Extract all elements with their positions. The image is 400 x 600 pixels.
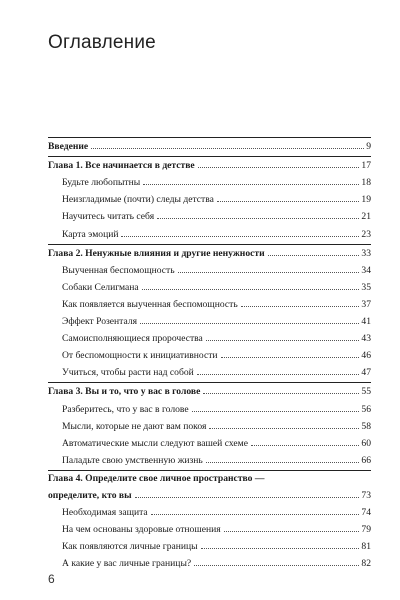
toc-section[interactable] (48, 452, 371, 469)
toc-entry-title: А какие у вас личные границы? (62, 558, 192, 570)
dot-leader (241, 306, 360, 307)
toc-section[interactable] (48, 435, 371, 452)
toc-entry-title: определите, кто вы (48, 489, 132, 501)
dot-leader (209, 428, 359, 429)
dot-leader (157, 218, 359, 219)
toc-entry-title: Паладьте свою умственную жизнь (62, 454, 203, 466)
toc-entry-title: Глава 1. Все начинается в детстве (48, 160, 195, 172)
toc-section[interactable] (48, 555, 371, 572)
toc-chapter[interactable] (48, 138, 371, 155)
toc-page-number: 66 (361, 454, 371, 466)
toc-section[interactable] (48, 418, 371, 435)
toc-page-number: 79 (361, 524, 371, 536)
toc-page-number: 41 (361, 316, 371, 328)
toc-section[interactable] (48, 174, 371, 191)
dot-leader (192, 411, 360, 412)
toc-page-number: 19 (361, 194, 371, 206)
dot-leader (201, 548, 360, 549)
dot-leader (178, 272, 360, 273)
dot-leader (135, 497, 360, 498)
toc-page-number: 46 (361, 350, 371, 362)
toc-section[interactable] (48, 330, 371, 347)
toc-entry-title: На чем основаны здоровые отношения (62, 524, 221, 536)
toc-page-number: 21 (361, 211, 371, 223)
toc-page-number: 82 (361, 558, 371, 570)
table-of-contents (48, 136, 371, 572)
toc-entry-title: Глава 3. Вы и то, что у вас в голове (48, 386, 201, 398)
toc-section[interactable] (48, 279, 371, 296)
toc-chapter[interactable] (48, 245, 371, 262)
toc-entry-title: Эффект Розенталя (62, 316, 138, 328)
toc-page-number: 74 (361, 506, 371, 518)
toc-section[interactable] (48, 400, 371, 417)
toc-entry-title: Неизгладимые (почти) следы детства (62, 194, 214, 206)
dot-leader (197, 374, 360, 375)
toc-entry-title: Необходимая защита (62, 506, 148, 518)
dot-leader (224, 531, 360, 532)
page-number: 6 (48, 572, 55, 586)
toc-page-number: 34 (361, 264, 371, 276)
toc-entry-title: Будьте любопытны (62, 177, 141, 189)
toc-page-number: 35 (361, 281, 371, 293)
toc-section[interactable] (48, 504, 371, 521)
toc-section[interactable] (48, 538, 371, 555)
toc-page-number: 23 (361, 228, 371, 240)
toc-page-number: 37 (361, 298, 371, 310)
toc-entry-title: Мысли, которые не дают вам покоя (62, 420, 207, 432)
toc-section[interactable] (48, 313, 371, 330)
toc-chapter[interactable] (48, 487, 371, 504)
toc-page-number: 81 (361, 541, 371, 553)
toc-entry-title: Автоматические мысли следуют вашей схеме (62, 437, 248, 449)
toc-page-number: 47 (361, 367, 371, 379)
toc-section[interactable] (48, 225, 371, 242)
toc-section[interactable] (48, 191, 371, 208)
toc-chapter-line (48, 471, 371, 487)
toc-section[interactable] (48, 521, 371, 538)
toc-page-number: 56 (361, 403, 371, 415)
toc-section[interactable] (48, 296, 371, 313)
toc-page-number: 73 (361, 489, 371, 501)
toc-entry-title: От беспомощности к инициативности (62, 350, 218, 362)
dot-leader (143, 184, 359, 185)
toc-entry-title: Научитесь читать себя (62, 211, 155, 223)
dot-leader (206, 340, 360, 341)
toc-page-number: 9 (366, 141, 371, 153)
dot-leader (198, 167, 360, 168)
toc-section[interactable] (48, 208, 371, 225)
toc-entry-title: Как появляются личные границы (62, 541, 198, 553)
toc-page-number: 17 (361, 160, 371, 172)
toc-entry-title: Карта эмоций (62, 228, 119, 240)
dot-leader (91, 148, 364, 149)
toc-section[interactable] (48, 364, 371, 381)
toc-entry-title: Глава 2. Ненужные влияния и другие ненужности (48, 247, 265, 259)
toc-page-number: 55 (361, 386, 371, 398)
toc-page-number: 18 (361, 177, 371, 189)
toc-entry-title: Самоисполняющиеся пророчества (62, 333, 203, 345)
toc-page-number: 58 (361, 420, 371, 432)
dot-leader (151, 514, 360, 515)
toc-section[interactable] (48, 262, 371, 279)
toc-entry-title: Собаки Селигмана (62, 281, 139, 293)
dot-leader (203, 393, 359, 394)
toc-chapter[interactable] (48, 157, 371, 174)
dot-leader (268, 255, 360, 256)
dot-leader (142, 289, 360, 290)
dot-leader (217, 201, 360, 202)
toc-entry-title: Выученная беспомощность (62, 264, 175, 276)
page-title: Оглавление (48, 32, 156, 53)
toc-entry-title: Учиться, чтобы расти над собой (62, 367, 194, 379)
toc-entry-title: Как появляется выученная беспомощность (62, 298, 238, 310)
dot-leader (206, 462, 360, 463)
toc-entry-title: Глава 4. Определите свое личное пространство — (48, 472, 265, 484)
toc-page-number: 60 (361, 437, 371, 449)
toc-entry-title: Введение (48, 141, 89, 153)
toc-chapter[interactable] (48, 383, 371, 400)
toc-page-number: 33 (361, 247, 371, 259)
dot-leader (140, 323, 359, 324)
toc-section[interactable] (48, 347, 371, 364)
dot-leader (194, 565, 359, 566)
dot-leader (251, 445, 359, 446)
toc-entry-title: Разберитесь, что у вас в голове (62, 403, 189, 415)
dot-leader (221, 357, 360, 358)
toc-page-number: 43 (361, 333, 371, 345)
dot-leader (121, 236, 359, 237)
